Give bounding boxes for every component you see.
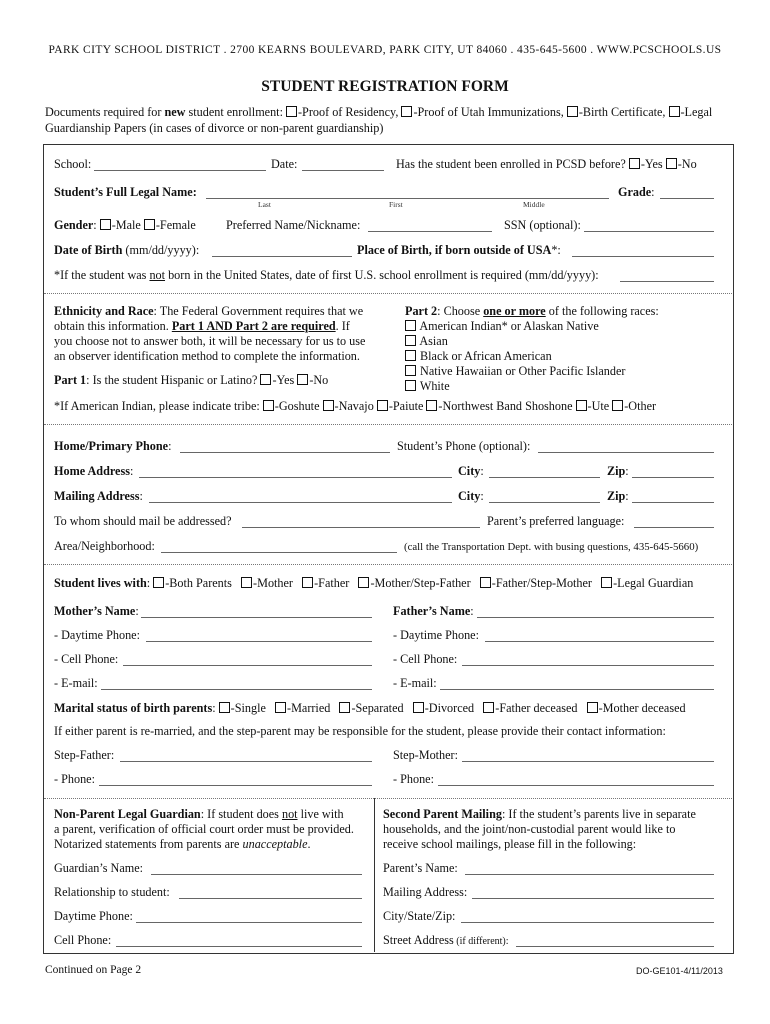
home-city-field[interactable] xyxy=(489,477,600,478)
form-code: DO-GE101-4/11/2013 xyxy=(636,966,723,976)
guardian-cell-field[interactable] xyxy=(116,946,362,947)
lives-with-checkbox[interactable] xyxy=(241,577,252,588)
father-email-label: - E-mail: xyxy=(393,676,437,690)
lives-with-checkbox[interactable] xyxy=(302,577,313,588)
guardian-name-field[interactable] xyxy=(151,874,362,875)
race-checkbox[interactable] xyxy=(405,335,416,346)
step-father-phone-label: - Phone: xyxy=(54,772,95,786)
lives-with-checkbox[interactable] xyxy=(601,577,612,588)
home-address-label: Home Address: xyxy=(54,464,134,478)
marital-checkbox[interactable] xyxy=(587,702,598,713)
mailing-city-label: City: xyxy=(458,489,484,503)
marital-checkbox[interactable] xyxy=(339,702,350,713)
date-label: Date: xyxy=(271,157,298,171)
docs-intro: Documents required for xyxy=(45,105,165,119)
grade-field[interactable] xyxy=(660,198,714,199)
father-cell-label: - Cell Phone: xyxy=(393,652,458,666)
mother-day-phone-field[interactable] xyxy=(146,641,372,642)
step-father-field[interactable] xyxy=(120,761,372,762)
marital-checkbox[interactable] xyxy=(483,702,494,713)
mailing-zip-label: Zip: xyxy=(607,489,629,503)
nickname-label: Preferred Name/Nickname: xyxy=(226,218,361,232)
second-parent-intro: Second Parent Mailing: If the student’s parents live in separate households, and the joint/non-custodial parent would like to receive school mailings, please fill in the following: xyxy=(383,807,696,851)
district-header: PARK CITY SCHOOL DISTRICT . 2700 KEARNS BOULEVARD, PARK CITY, UT 84060 . 435-645-5600 . WWW.PCSCHOOLS.US xyxy=(48,44,722,56)
part1-row: Part 1: Is the student Hispanic or Latino? -Yes -No xyxy=(54,373,329,387)
doc-immunizations: -Proof of Utah Immunizations, xyxy=(413,105,567,119)
enrolled-yes-checkbox[interactable] xyxy=(629,158,640,169)
pob-label: Place of Birth, if born outside of USA*: xyxy=(357,243,561,257)
race-option: Native Hawaiian or Other Pacific Islander xyxy=(405,364,725,379)
male-checkbox[interactable] xyxy=(100,219,111,230)
guardianship-checkbox[interactable] xyxy=(669,106,680,117)
home-zip-label: Zip: xyxy=(607,464,629,478)
continued-note: Continued on Page 2 xyxy=(45,964,142,976)
ssn-label: SSN (optional): xyxy=(504,218,581,232)
gender-row: Gender: -Male -Female xyxy=(54,218,196,232)
doc-birth-cert: -Birth Certificate, xyxy=(578,105,669,119)
doc-guardianship: -Legal Guardianship Papers (in cases of divorce or non-parent guardianship) xyxy=(45,105,713,135)
tribe-checkbox[interactable] xyxy=(426,400,437,411)
enrolled-no-checkbox[interactable] xyxy=(666,158,677,169)
father-name-label: Father’s Name: xyxy=(393,604,474,618)
ethnicity-intro: Ethnicity and Race: The Federal Government requires that we obtain this information. Part 1 AND Part 2 are required. If you choose not to answer both, it will be necessary for us to use an observer identification method to complete the information. xyxy=(54,304,366,363)
lives-with-checkbox[interactable] xyxy=(358,577,369,588)
city-state-field[interactable] xyxy=(461,922,714,923)
guardian-intro: Non-Parent Legal Guardian: If student does not live with a parent, verification of official court order must be provided. Notarized statements from parents are unacceptable. xyxy=(54,807,354,851)
race-option: White xyxy=(405,379,725,394)
mother-name-label: Mother’s Name: xyxy=(54,604,139,618)
enrolled-question: Has the student been enrolled in PCSD before? -Yes -No xyxy=(396,157,697,171)
race-checkbox[interactable] xyxy=(405,320,416,331)
street-field[interactable] xyxy=(516,946,714,947)
father-day-phone-label: - Daytime Phone: xyxy=(393,628,479,642)
marital-checkbox[interactable] xyxy=(219,702,230,713)
date-field[interactable] xyxy=(302,170,384,171)
full-name-field[interactable] xyxy=(206,198,609,199)
first-caption: First xyxy=(389,200,403,209)
docs-intro2: student enrollment: xyxy=(185,105,286,119)
column-divider xyxy=(374,798,375,952)
dob-field[interactable] xyxy=(212,256,352,257)
guardian-cell-label: Cell Phone: xyxy=(54,933,112,947)
race-option: Black or African American xyxy=(405,349,725,364)
student-phone-label: Student’s Phone (optional): xyxy=(397,439,531,453)
full-name-label: Student’s Full Legal Name: xyxy=(54,185,197,199)
mail-to-label: To whom should mail be addressed? xyxy=(54,514,232,528)
marital-checkbox[interactable] xyxy=(275,702,286,713)
section-divider xyxy=(44,424,732,425)
parent-name-label: Parent’s Name: xyxy=(383,861,458,875)
father-email-field[interactable] xyxy=(440,689,714,690)
area-label: Area/Neighborhood: xyxy=(54,539,155,553)
required-documents xyxy=(45,104,735,136)
father-day-phone-field[interactable] xyxy=(485,641,714,642)
section-divider xyxy=(44,293,732,294)
lives-with-row: Student lives with: -Both Parents -Mother -Father -Mother/Step-Father -Father/Step-Mother -Legal Guardian xyxy=(54,576,694,590)
docs-new: new xyxy=(164,105,186,119)
immunizations-checkbox[interactable] xyxy=(401,106,412,117)
father-name-field[interactable] xyxy=(477,617,714,618)
tribe-checkbox[interactable] xyxy=(263,400,274,411)
hispanic-yes-checkbox[interactable] xyxy=(260,374,271,385)
section-divider xyxy=(44,798,732,799)
us-enrollment-note: *If the student was not born in the United States, date of first U.S. school enrollment is required (mm/dd/yyyy): xyxy=(54,268,599,282)
school-label: School: xyxy=(54,157,92,171)
birth-cert-checkbox[interactable] xyxy=(567,106,578,117)
race-checkbox[interactable] xyxy=(405,350,416,361)
race-checkbox[interactable] xyxy=(405,380,416,391)
home-phone-field[interactable] xyxy=(180,452,390,453)
pob-field[interactable] xyxy=(572,256,714,257)
race-option: American Indian* or Alaskan Native xyxy=(405,319,725,334)
remarried-note: If either parent is re-married, and the step-parent may be responsible for the student, please provide their contact information: xyxy=(54,724,666,738)
mailing-address-label: Mailing Address: xyxy=(54,489,143,503)
home-city-label: City: xyxy=(458,464,484,478)
step-father-phone-field[interactable] xyxy=(99,785,372,786)
mail-to-field[interactable] xyxy=(242,527,480,528)
mother-email-label: - E-mail: xyxy=(54,676,98,690)
form-title: STUDENT REGISTRATION FORM xyxy=(261,78,509,95)
home-zip-field[interactable] xyxy=(632,477,714,478)
race-option: Asian xyxy=(405,334,725,349)
residency-checkbox[interactable] xyxy=(286,106,297,117)
middle-caption: Middle xyxy=(523,200,545,209)
city-state-label: City/State/Zip: xyxy=(383,909,456,923)
tribe-checkbox[interactable] xyxy=(377,400,388,411)
mailing-address-field[interactable] xyxy=(149,502,452,503)
section-divider xyxy=(44,564,732,565)
marital-checkbox[interactable] xyxy=(413,702,424,713)
race-checkbox[interactable] xyxy=(405,365,416,376)
mailing-city-field[interactable] xyxy=(489,502,600,503)
guardian-daytime-label: Daytime Phone: xyxy=(54,909,133,923)
school-field[interactable] xyxy=(94,170,266,171)
grade-label: Grade: xyxy=(618,185,655,199)
marital-row: Marital status of birth parents: -Single -Married -Separated -Divorced -Father deceased -Mother deceased xyxy=(54,701,686,715)
dob-label: Date of Birth (mm/dd/yyyy): xyxy=(54,243,200,257)
area-field[interactable] xyxy=(161,552,397,553)
parent-name-field[interactable] xyxy=(465,874,714,875)
part2-block: Part 2: Choose one or more of the following races: American Indian* or Alaskan Native Asian Black or African American Native Hawaiian or Other Pacific Islander White xyxy=(405,304,725,394)
nickname-field[interactable] xyxy=(368,231,492,232)
lives-with-checkbox[interactable] xyxy=(480,577,491,588)
female-checkbox[interactable] xyxy=(144,219,155,230)
home-phone-label: Home/Primary Phone: xyxy=(54,439,172,453)
mother-cell-label: - Cell Phone: xyxy=(54,652,119,666)
father-cell-field[interactable] xyxy=(462,665,714,666)
language-label: Parent’s preferred language: xyxy=(487,514,625,528)
step-mother-field[interactable] xyxy=(462,761,714,762)
second-mailing-label: Mailing Address: xyxy=(383,885,468,899)
home-address-field[interactable] xyxy=(139,477,452,478)
mother-email-field[interactable] xyxy=(101,689,372,690)
us-enrollment-field[interactable] xyxy=(620,281,714,282)
mother-cell-field[interactable] xyxy=(123,665,372,666)
step-mother-phone-label: - Phone: xyxy=(393,772,434,786)
street-label: Street Address (if different): xyxy=(383,933,509,947)
tribe-checkbox[interactable] xyxy=(323,400,334,411)
mother-name-field[interactable] xyxy=(141,617,372,618)
ssn-field[interactable] xyxy=(584,231,714,232)
second-mailing-field[interactable] xyxy=(472,898,714,899)
step-mother-label: Step-Mother: xyxy=(393,748,458,762)
hispanic-no-checkbox[interactable] xyxy=(297,374,308,385)
lives-with-checkbox[interactable] xyxy=(153,577,164,588)
relationship-label: Relationship to student: xyxy=(54,885,170,899)
step-father-label: Step-Father: xyxy=(54,748,115,762)
language-field[interactable] xyxy=(634,527,714,528)
tribe-checkbox[interactable] xyxy=(612,400,623,411)
transport-note: (call the Transportation Dept. with busing questions, 435-645-5660) xyxy=(404,541,699,553)
tribe-row: *If American Indian, please indicate tribe: -Goshute -Navajo -Paiute -Northwest Band Shoshone -Ute -Other xyxy=(54,399,657,413)
last-caption: Last xyxy=(258,200,271,209)
relationship-field[interactable] xyxy=(179,898,362,899)
mailing-zip-field[interactable] xyxy=(632,502,714,503)
guardian-name-label: Guardian’s Name: xyxy=(54,861,144,875)
student-phone-field[interactable] xyxy=(538,452,714,453)
tribe-checkbox[interactable] xyxy=(576,400,587,411)
doc-residency: -Proof of Residency, xyxy=(298,105,402,119)
guardian-daytime-field[interactable] xyxy=(136,922,362,923)
mother-day-phone-label: - Daytime Phone: xyxy=(54,628,140,642)
step-mother-phone-field[interactable] xyxy=(438,785,714,786)
